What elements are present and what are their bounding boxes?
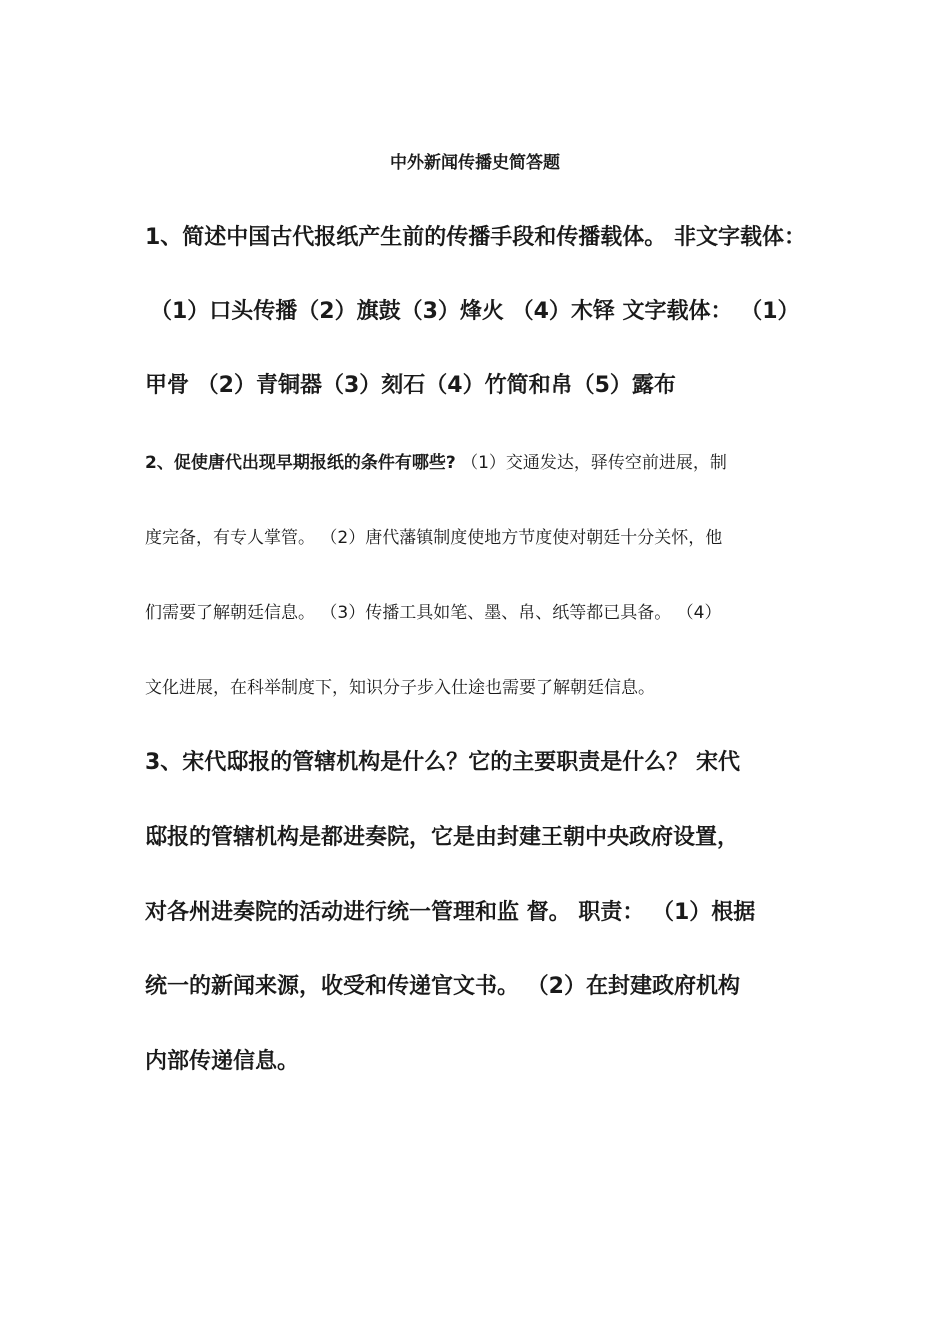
q2-line-1 bbox=[145, 450, 815, 476]
q2-line-4: 文化进展，在科举制度下，知识分子步入仕途也需要了解朝廷信息。 bbox=[145, 678, 655, 698]
q3-line-5: 内部传递信息。 bbox=[145, 1049, 300, 1074]
q3-line-1: 3、宋代邸报的管辖机构是什么？它的主要职责是什么？ 宋代 bbox=[145, 750, 740, 775]
q1-line-1: 1、简述中国古代报纸产生前的传播手段和传播载体。 非文字载体： bbox=[145, 225, 806, 250]
q3-line-4: 统一的新闻来源，收受和传递官文书。 （2）在封建政府机构 bbox=[145, 974, 740, 999]
q2-answer-start: （1）交通发达，驿传空前进展，制 bbox=[455, 453, 727, 473]
document-title: 中外新闻传播史简答题 bbox=[390, 153, 560, 173]
q3-line-2: 邸报的管辖机构是都进奏院，它是由封建王朝中央政府设置， bbox=[145, 825, 740, 850]
q2-line-2: 度完备，有专人掌管。 （2）唐代藩镇制度使地方节度使对朝廷十分关怀，他 bbox=[145, 528, 723, 548]
q1-line-3: 甲骨 （2）青铜器（3）刻石（4）竹简和帛（5）露布 bbox=[145, 373, 676, 398]
q2-line-3: 们需要了解朝廷信息。 （3）传播工具如笔、墨、帛、纸等都已具备。 （4） bbox=[145, 603, 722, 623]
q1-line-2: （1）口头传播（2）旗鼓（3）烽火 （4）木铎 文字载体： （1） bbox=[150, 299, 800, 324]
q3-line-3: 对各州进奏院的活动进行统一管理和监 督。 职责： （1）根据 bbox=[145, 900, 756, 925]
q2-question: 2、促使唐代出现早期报纸的条件有哪些? bbox=[145, 453, 456, 473]
